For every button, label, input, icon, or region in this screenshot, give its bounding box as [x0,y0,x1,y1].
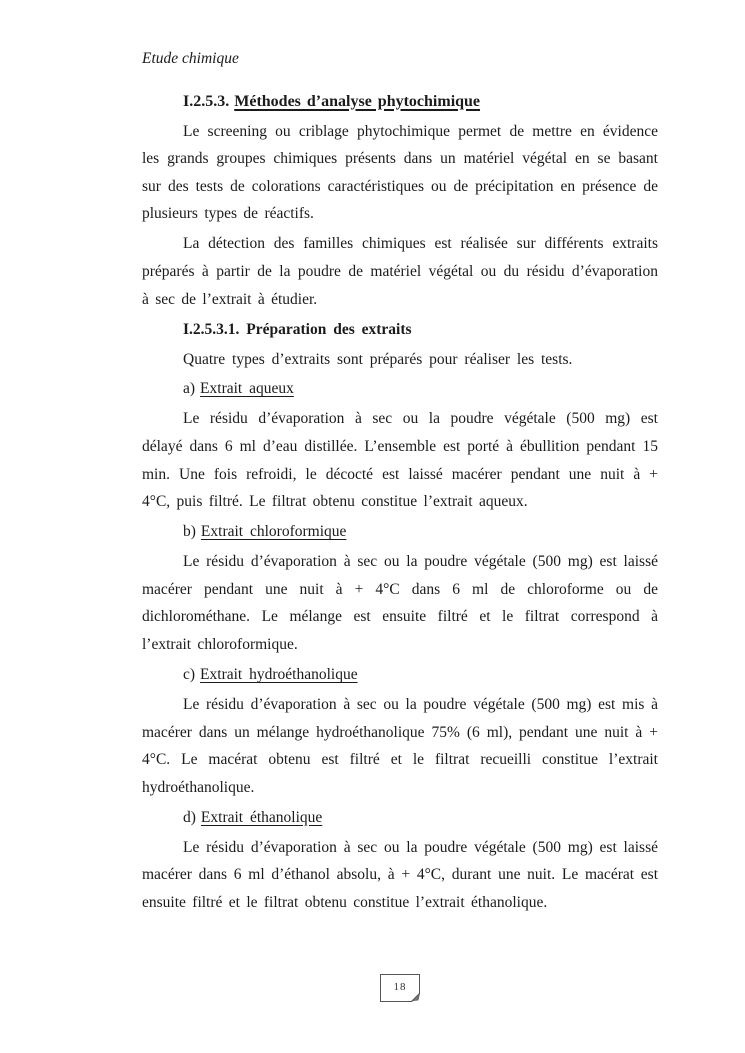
paragraph-extrait-aqueux: Le résidu d’évaporation à sec ou la poudre végétale (500 mg) est délayé dans 6 ml d’eau distillée. L’ensemble est porté à ébullition pendant 15 min. Une fois refroidi, le décocté est laissé macérer pendant une nuit à + 4°C, puis filtré. Le filtrat obtenu constitue l’extrait aqueux. [142,410,658,511]
item-heading-d [183,804,658,832]
item-title-b: Extrait chloroformique [200,523,347,541]
item-label-c: c) [183,665,196,683]
page-number-text: 18 [393,981,407,993]
running-header: Etude chimique [142,50,239,67]
paragraph-extrait-chloroformique: Le résidu d’évaporation à sec ou la poudre végétale (500 mg) est laissé macérer pendant une nuit à + 4°C dans 6 ml de chloroforme ou de dichlorométhane. Le mélange est ensuite filtré et le filtrat correspond à l’extrait chloroformique. [142,553,658,653]
item-label-a: a) [183,380,196,398]
section-title [183,88,658,116]
item-title-a: Extrait aqueux [200,380,294,398]
item-label-d: d) [183,808,196,826]
page-number-box [380,974,420,1002]
item-heading-b [183,518,658,546]
item-heading-c [183,661,658,689]
page-content [142,45,658,917]
section-number: I.2.5.3. [183,92,230,110]
item-label-b: b) [183,523,196,541]
item-title-c: Extrait hydroéthanolique [200,665,358,683]
item-title-d: Extrait éthanolique [200,808,323,826]
paragraph-detection: La détection des familles chimiques est réalisée sur différents extraits préparés à partir de la poudre de matériel végétal ou du résidu d’évaporation à sec de l’extrait à étudier. [142,235,658,308]
paragraph-screening: Le screening ou criblage phytochimique permet de mettre en évidence les grands groupes chimiques présents dans un matériel végétal en se basant sur des tests de colorations caractéristiques ou de précipitation en présence de plusieurs types de réactifs. [142,122,658,223]
paragraph-extrait-hydroethanolique: Le résidu d’évaporation à sec ou la poudre végétale (500 mg) est mis à macérer dans un mélange hydroéthanolique 75% (6 ml), pendant une nuit à + 4°C. Le macérat obtenu est filtré et le filtrat recueilli constitue l’extrait hydroéthanolique. [142,695,658,796]
paragraph-extrait-ethanolique: Le résidu d’évaporation à sec ou la poudre végétale (500 mg) est laissé macérer dans 6 ml d’éthanol absolu, à + 4°C, durant une nuit. Le macérat est ensuite filtré et le filtrat obtenu constitue l’extrait éthanolique. [142,838,658,911]
intro-line: Quatre types d’extraits sont préparés pour réaliser les tests. [183,350,573,368]
section-title-text: Méthodes d’analyse phytochimique [234,92,481,110]
item-heading-a [183,375,658,403]
subsection-heading: I.2.5.3.1. Préparation des extraits [183,320,412,338]
